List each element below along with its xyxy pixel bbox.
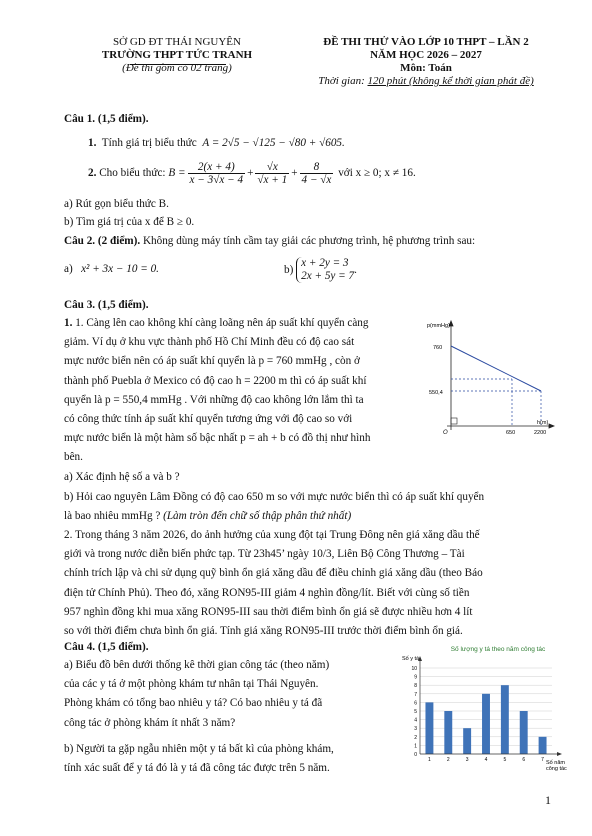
chart-x-ticks: [428, 757, 544, 763]
chart-x-tick-label: 4: [484, 757, 488, 763]
chart-bar-3: [463, 728, 471, 754]
q4-title: Câu 4. (1,5 điểm).: [64, 641, 149, 653]
guide-lines: [451, 379, 541, 426]
school-year: NĂM HỌC 2026 – 2027: [370, 49, 482, 61]
y-tick-550: 550,4: [429, 390, 443, 396]
chart-y-tick-label: 10: [411, 666, 417, 672]
chart-y-tick-label: 8: [414, 683, 417, 690]
q4-part-a: a) Biểu đồ bên dưới thống kê thời gian công tác (theo năm) của các y tá ở một phòng khám tư nhân tại Thái Nguyên. Phòng khám có tổng bao nhiêu y tá? Có bao nhiêu y tá đã công tác ở phòng khám ít nhất 3 năm?: [64, 659, 330, 729]
q2-part-b: b) x + 2y = 3 2x + 5y = 7 .: [284, 257, 357, 282]
fraction-3: $\frac{8}{4 - √x}$: [301, 160, 332, 186]
chart-y-tick-label: 3: [414, 726, 417, 733]
duration: Thời gian: 120 phút (không kể thời gian phát đề): [318, 75, 534, 87]
x-axis-label: h(m): [537, 420, 549, 426]
chart-y-label: Số y tá: [402, 656, 420, 662]
chart-bar-5: [501, 685, 509, 754]
chart-bar-1: [425, 702, 433, 754]
q1-title: Câu 1. (1,5 điểm).: [64, 113, 149, 125]
q3-title: Câu 3. (1,5 điểm).: [64, 299, 149, 311]
chart-bar-4: [482, 694, 490, 754]
chart-x-tick-label: 3: [465, 757, 469, 763]
header-divider: [130, 64, 226, 65]
q3-paragraph-1: 1. 1. Càng lên cao không khí càng loãng nên áp suất khí quyển càng giảm. Ví dụ ở khu vực thành phố Hồ Chí Minh đều có độ cao sát mực nước biển nên có áp suất khí quyển là p = 760 mmHg , còn ở thành phố Puebla ở Mexico có độ cao h = 2200 m thì có áp suất khí quyển là p = 550,4 mmHg . Với những độ cao không lớn lắm thì ta có công thức tính áp suất khí quyển tương ứng với độ cao so với mực nước biển là một hàm số bậc nhất p = ah + b có đồ thị như hình bên. a) Xác định hệ số a và b ?: [64, 317, 371, 483]
origin-label: O: [443, 430, 448, 436]
chart-title: Số lượng y tá theo năm công tác: [450, 646, 546, 653]
header-right: [302, 36, 550, 88]
origin-marker: [451, 418, 457, 424]
chart-y-tick-label: 1: [414, 743, 417, 750]
chart-y-tick-label: 2: [414, 734, 417, 741]
q1-item1: 1. Tính giá trị biểu thức A = 2√5 − √125 − √80 + √605.: [88, 137, 345, 149]
q3-part-b: b) Hỏi cao nguyên Lâm Đồng có độ cao 650 m so với mực nước biển thì có áp suất khí quyển là bao nhiêu mmHg ? (Làm tròn đến chữ số thập phân thứ nhất): [64, 491, 485, 523]
q4-part-b: b) Người ta gặp ngẫu nhiên một y tá bất kì của phòng khám, tính xác suất để y tá đó là y tá đã công tác được trên 5 năm.: [64, 743, 334, 775]
q1-part-b: b) Tìm giá trị của x để B ≥ 0.: [64, 216, 195, 228]
pressure-line: [451, 346, 541, 391]
y-axis-label: p(mmHg): [427, 323, 450, 329]
chart-y-tick-label: 6: [414, 700, 417, 707]
chart-bar-2: [444, 711, 452, 754]
y-tick-760: 760: [433, 345, 443, 351]
q3-paragraph-2: 2. Trong tháng 3 năm 2026, do ảnh hưởng của xung đột tại Trung Đông nên giá xăng dầu thế giới và trong nước diễn biến phức tạp. Từ 23h45’ ngày 10/3, Liên Bộ Công Thương – Tài chính trích lập và chi sử dụng quỹ bình ổn giá xăng dầu để điều chỉnh giá xăng dầu (theo Báo điện tử Chính Phủ). Theo đó, xăng RON95-III giảm 4 nghìn đồng/lít. Biết với cùng số tiền 957 nghìn đồng khi mua xăng RON95-III sau thời điểm bình ổn giá sẽ được nhiều hơn 4 lít so với thời điểm chưa bình ổn giá. Tính giá xăng RON95-III trước thời điểm bình ổn giá.: [64, 529, 483, 638]
department-name: SỞ GD ĐT THÁI NGUYÊN: [113, 36, 241, 48]
chart-x-tick-label: 6: [522, 757, 526, 763]
x-tick-2200: 2200: [534, 430, 547, 436]
chart-y-tick-label: 4: [414, 717, 417, 724]
nurse-bar-chart: [400, 642, 578, 778]
chart-x-tick-label: 1: [428, 757, 431, 763]
q1-item2: 2. Cho biểu thức: B = $\frac{2(x + 4)}{x - 3√x - 4}$ + $\frac{√x}{√x + 1}$ + $\frac{8}{4 - √x}$ với x ≥ 0; x ≠ 16.: [88, 160, 416, 186]
pressure-graph-axes: [447, 321, 554, 430]
page-count-note: (Đề thi gồm có 02 trang): [122, 62, 232, 74]
chart-x-tick-label: 7: [541, 757, 544, 763]
chart-x-tick-label: 2: [446, 757, 450, 763]
chart-y-ticks: [411, 666, 417, 758]
chart-bar-6: [520, 711, 528, 754]
chart-bar-7: [539, 737, 547, 754]
school-name: TRƯỜNG THPT TỨC TRANH: [101, 49, 253, 61]
exam-title: ĐỀ THI THỬ VÀO LỚP 10 THPT – LẦN 2: [323, 36, 529, 48]
fraction-2: $\frac{√x}{√x + 1}$: [257, 160, 288, 186]
chart-y-tick-label: 5: [414, 709, 417, 715]
fraction-1: $\frac{2(x + 4)}{x - 3√x - 4}$: [189, 160, 244, 186]
chart-y-tick-label: 0: [414, 752, 417, 758]
chart-x-label: Số năm công tác: [546, 760, 567, 772]
header-left: [72, 36, 282, 75]
q1-part-a: a) Rút gọn biểu thức B.: [64, 198, 169, 210]
x-tick-650: 650: [506, 430, 516, 436]
subject: Môn: Toán: [400, 62, 452, 74]
x-axis-arrow: [549, 424, 554, 428]
chart-x-tick-label: 5: [503, 757, 507, 763]
page-number: 1: [545, 793, 551, 807]
equation-system: x + 2y = 3 2x + 5y = 7: [296, 257, 354, 283]
chart-y-tick-label: 7: [414, 691, 417, 698]
pressure-graph: [425, 318, 555, 436]
chart-y-tick-label: 9: [414, 674, 417, 681]
chart-x-arrow: [557, 752, 562, 756]
q2-part-a: a) x² + 3x − 10 = 0.: [64, 263, 159, 275]
q2-title-line: Câu 2. (2 điểm). Không dùng máy tính cầm tay giải các phương trình, hệ phương trình sau:: [64, 235, 476, 247]
